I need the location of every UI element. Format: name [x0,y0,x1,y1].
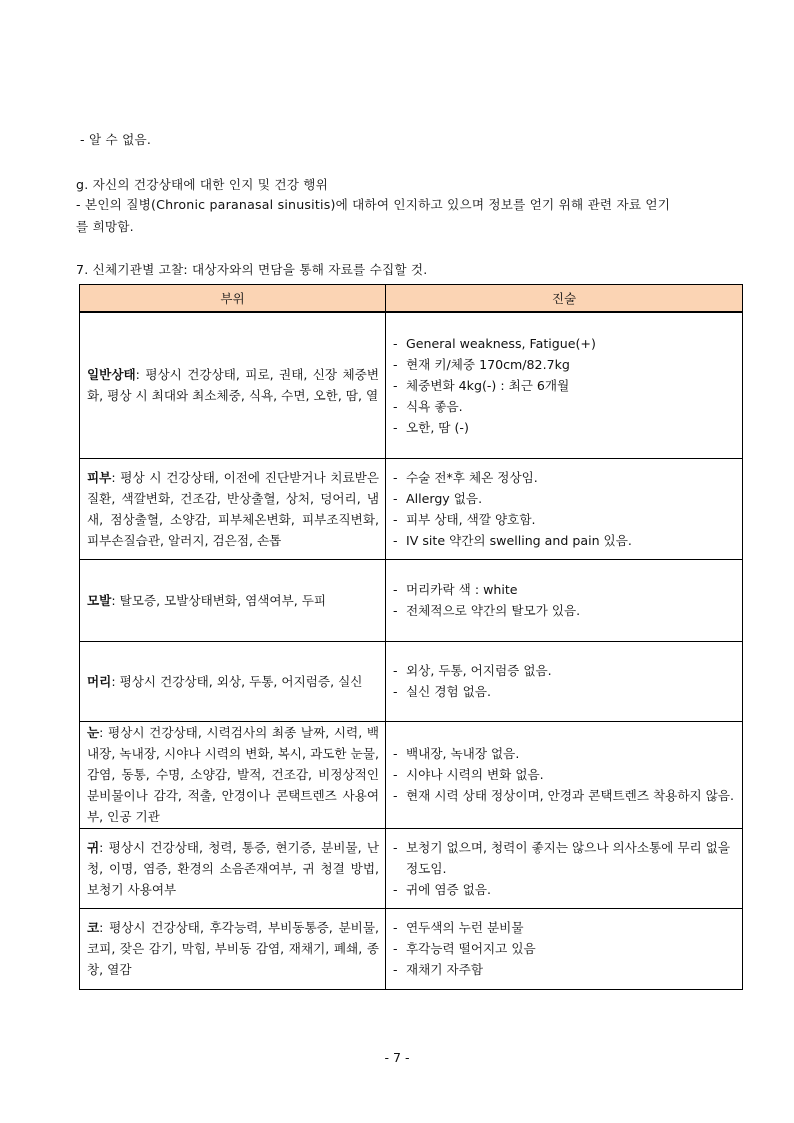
statement-item: - 외상, 두통, 어지럼증 없음. [393,660,736,681]
statement-item: - 오한, 땀 (-) [393,417,736,438]
statement-item: - 피부 상태, 색깔 양호함. [393,509,736,530]
statement-item: - 백내장, 녹내장 없음. [393,743,736,764]
part-title: 눈 [87,725,100,740]
part-cell [80,312,386,458]
section-g-title: g. 자신의 건강상태에 대한 인지 및 건강 행위 [76,177,329,192]
part-cell [80,458,386,559]
statement-cell [386,641,743,721]
table-row [80,828,743,908]
table-row [80,559,743,641]
part-title: 일반상태 [87,367,136,383]
statement-item: - 보청기 없으며, 청력이 좋지는 않으나 의사소통에 무리 없을 정도임. [393,837,736,879]
statement-item: - IV site 약간의 swelling and pain 있음. [393,530,736,551]
part-desc: : 평상시 건강상태, 피로, 권태, 신장 체중변화, 평상 시 최대와 최소체중, 식욕, 수면, 오한, 땀, 열 [87,367,379,404]
statement-item: - 전체적으로 약간의 탈모가 있음. [393,600,736,621]
header-part: 부위 [80,285,386,313]
part-title: 머리 [87,673,112,689]
part-desc: : 평상시 건강상태, 외상, 두통, 어지럼증, 실신 [111,673,363,689]
part-desc: : 탈모증, 모발상태변화, 염색여부, 두피 [111,592,327,608]
statement-item: - 재채기 자주함 [393,959,736,980]
statement-cell [386,721,743,828]
statement-cell [386,559,743,641]
statement-item: - 후각능력 떨어지고 있음 [393,938,736,959]
part-desc: : 평상시 건강상태, 후각능력, 부비동통증, 분비물, 코피, 잦은 감기, 막힘, 부비동 감염, 재채기, 폐쇄, 종창, 열감 [87,920,379,977]
statement-cell [386,458,743,559]
header-statement: 진술 [386,285,743,313]
table-row [80,458,743,559]
part-desc: : 평상 시 건강상태, 이전에 진단받거나 치료받은 질환, 색깔변화, 건조감, 반상출혈, 상처, 덩어리, 냄새, 점상출혈, 소양감, 피부체온변화, 피부조직변화, 피부손질습관, 알러지, 검은점, 손톱 [87,469,379,548]
statement-item: - 귀에 염증 없음. [393,879,736,900]
statement-item: - Allergy 없음. [393,488,736,509]
statement-item: - 식욕 좋음. [393,396,736,417]
statement-cell [386,828,743,908]
table-row [80,312,743,458]
part-title: 모발 [87,592,112,608]
unknown-line: - 알 수 없음. [80,132,152,147]
statement-item: - 연두색의 누런 분비물 [393,917,736,938]
part-title: 코 [87,920,100,935]
statement-item: - 수술 전*후 체온 정상임. [393,467,736,488]
table-row [80,721,743,828]
statement-item: - 머리카락 색 : white [393,579,736,600]
part-desc: : 평상시 건강상태, 시력검사의 최종 날짜, 시력, 백내장, 녹내장, 시야나 시력의 변화, 복시, 과도한 눈물, 감염, 동통, 수명, 소양감, 발적, 건조감, 비정상적인 분비물이나 감각, 적출, 안경이나 콘택트렌즈 사용여부, 인공 기관 [87,725,379,824]
statement-item: - 체중변화 4kg(-) : 최근 6개월 [393,375,736,396]
part-cell [80,828,386,908]
table-row [80,908,743,989]
statement-item: - 시야나 시력의 변화 없음. [393,764,736,785]
section-g-line-1: - 본인의 질병(Chronic paranasal sinusitis)에 대하여 인지하고 있으며 정보를 얻기 위해 관련 자료 얻기 [76,197,671,212]
body-systems-table [79,284,743,990]
table-row [80,641,743,721]
page-number: - 7 - [384,1050,410,1065]
statement-cell [386,312,743,458]
section-g-line-2: 를 희망함. [76,219,134,234]
part-title: 귀 [87,839,100,855]
statement-item: - General weakness, Fatigue(+) [393,333,736,354]
part-cell [80,908,386,989]
statement-item: - 현재 키/체중 170cm/82.7kg [393,354,736,375]
part-cell [80,559,386,641]
table-header-row [80,285,743,313]
statement-item: - 현재 시력 상태 정상이며, 안경과 콘택트렌즈 착용하지 않음. [393,785,736,806]
section-7-title: 7. 신체기관별 고찰: 대상자와의 면담을 통해 자료를 수집할 것. [76,262,428,277]
part-cell [80,641,386,721]
part-title: 피부 [87,469,112,485]
statement-item: - 실신 경험 없음. [393,681,736,702]
part-cell [80,721,386,828]
statement-cell [386,908,743,989]
part-desc: : 평상시 건강상태, 청력, 통증, 현기증, 분비물, 난청, 이명, 염증, 환경의 소음존재여부, 귀 청결 방법, 보청기 사용여부 [87,839,379,897]
